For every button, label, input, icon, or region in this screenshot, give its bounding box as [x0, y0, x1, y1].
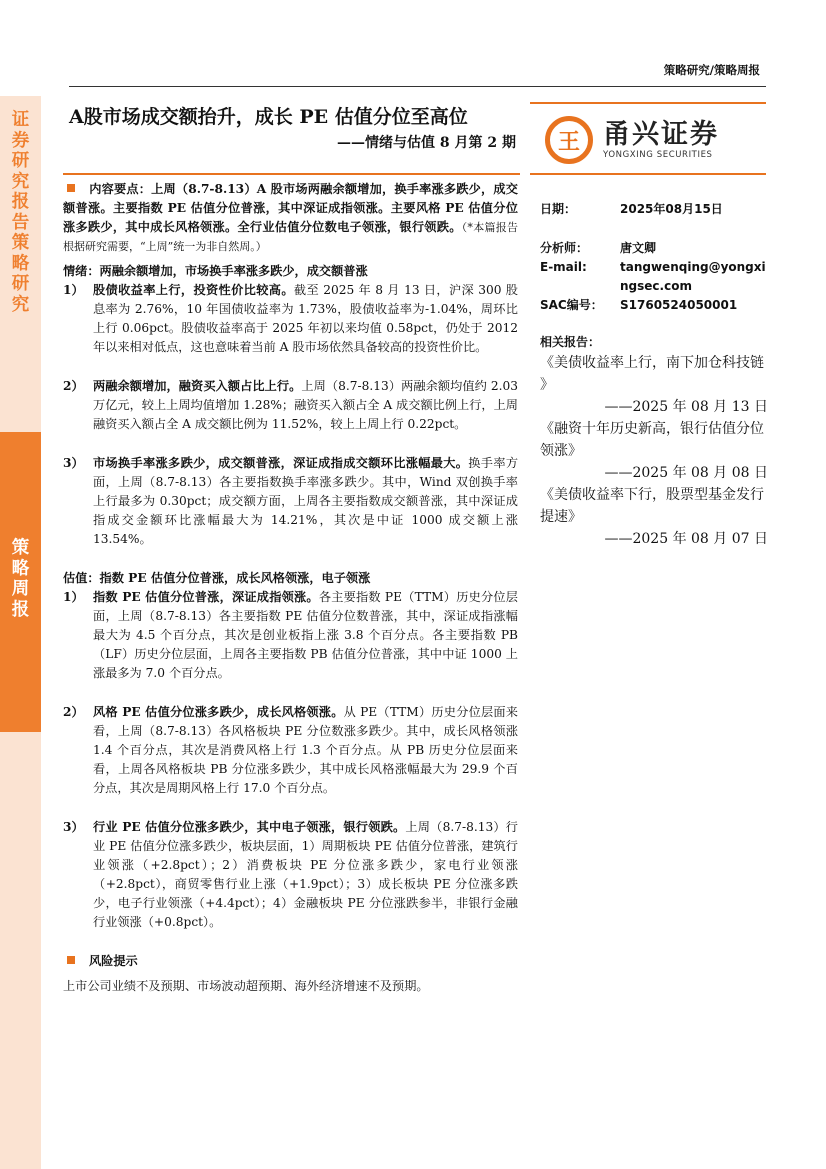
sidebar-top-band [0, 96, 41, 432]
item-bold: 指数 PE 估值分位普涨，深证成指领涨。 [93, 590, 319, 604]
item-text [93, 588, 518, 683]
related-report-date: ——2025 年 08 月 13 日 [604, 399, 768, 415]
logo-name-cn: 甬兴证券 [603, 119, 719, 150]
list-item [63, 588, 518, 683]
main-content [63, 180, 518, 996]
logo-mark-icon: 王 [545, 116, 593, 164]
item-bold: 两融余额增加，融资买入额占比上行。 [93, 379, 302, 393]
related-report-date: ——2025 年 08 月 08 日 [604, 465, 768, 481]
item-bold: 风格 PE 估值分位涨多跌少，成长风格领涨。 [93, 705, 344, 719]
related-report-title: 《融资十年历史新高，银行估值分位领涨》 [540, 421, 764, 459]
company-logo [545, 112, 767, 168]
meta-email-label: E-mail: [540, 260, 587, 274]
valuation-heading: 估值：指数 PE 估值分位普涨，成长风格领涨，电子领涨 [63, 571, 371, 585]
item-text [93, 818, 518, 932]
logo-rule-top [530, 102, 766, 104]
summary-paragraph [63, 180, 518, 256]
report-subtitle: ——情绪与估值 8 月第 2 期 [337, 135, 516, 151]
logo-rule-bottom [530, 173, 766, 175]
sidebar [0, 96, 41, 1169]
item-text [93, 454, 518, 549]
related-report-title: 《美债收益率上行，南下加仓科技链 》 [540, 355, 764, 393]
item-body: 换手率方面，上周（8.7-8.13）各主要指数换手率涨多跌少。其中，Wind 双创换手率上行最多为 0.30pct；成交额方面，上周各主要指数成交额普涨，其中深证成指成交金额环比涨幅最大为 14.21%，其次是中证 1000 成交额上涨 13.54%。 [93, 456, 519, 546]
item-text [93, 281, 518, 357]
bullet-square-icon [67, 956, 75, 964]
item-number: 1） [63, 283, 84, 297]
list-item [63, 703, 518, 798]
meta-email [540, 258, 768, 296]
related-heading: 相关报告： [540, 335, 601, 349]
item-bold: 行业 PE 估值分位涨多跌少，其中电子领涨，银行领跌。 [93, 820, 406, 834]
item-number: 3） [63, 456, 84, 470]
list-item [63, 281, 518, 357]
item-text [93, 703, 518, 798]
sidebar-mid-text: 策略周报 [11, 538, 30, 620]
risk-heading [63, 952, 518, 971]
risk-text: 上市公司业绩不及预期、市场波动超预期、海外经济增速不及预期。 [63, 979, 429, 993]
report-title: A股市场成交额抬升，成长 PE 估值分位至高位 [69, 106, 468, 128]
meta-email-value: tangwenqing@yongxingsec.com [620, 260, 766, 293]
header-category-tag: 策略研究/策略周报 [663, 63, 760, 77]
list-item [63, 454, 518, 549]
header-rule [69, 86, 766, 87]
title-rule [63, 173, 520, 175]
bullet-square-icon [67, 184, 75, 192]
item-text [93, 377, 518, 434]
item-number: 3） [63, 820, 84, 834]
logo-name-en: YONGXING SECURITIES [603, 150, 713, 160]
list-item [63, 377, 518, 434]
summary-lead: 内容要点：上周（8.7-8.13）A 股市场两融余额增加，换手率涨多跌少，成交额普涨。主要指数 PE 估值分位普涨，其中深证成指领涨。主要风格 PE 估值分位涨多跌少，其中成长风格领涨。全行业估值分位数电子领涨，银行领跌。 [63, 182, 518, 234]
item-body: 从 PE（TTM）历史分位层面来看，上周（8.7-8.13）各风格板块 PE 分位数涨多跌少。其中，成长风格领涨 1.4 个百分点，其次是消费风格上行 1.3 个百分点。从 PB 历史分位层面来看，上周各风格板块 PB 分位涨多跌少，其中成长风格涨幅最大为 29.9 个百分点，其次是周期风格上行 17.0 个百分点。 [93, 705, 518, 795]
meta-date-value: 2025年08月15日 [620, 202, 723, 216]
meta-sac-value: S1760524050001 [620, 298, 738, 312]
meta-analyst [540, 239, 768, 258]
meta-date-label: 日期： [540, 202, 577, 216]
meta-sac [540, 296, 768, 315]
related-report-title: 《美债收益率下行，股票型基金发行提速》 [540, 487, 764, 525]
summary-note: （*本篇报告根据研究需要，“上周”统一为非自然周。） [63, 221, 519, 253]
sentiment-heading: 情绪：两融余额增加，市场换手率涨多跌少，成交额普涨 [63, 264, 368, 278]
item-number: 2） [63, 379, 84, 393]
meta-date [540, 200, 768, 219]
logo-text [603, 120, 719, 160]
meta-sac-label: SAC编号： [540, 298, 603, 312]
item-body: 各主要指数 PE（TTM）历史分位层面，上周（8.7-8.13）各主要指数 PE 估值分位数普涨，其中，深证成指涨幅最大为 4.5 个百分点，其次是创业板指上涨 3.8 个百分点。各主要指数 PB（LF）历史分位层面，上周各主要指数 PB 估值分位普涨，其中中证 1000 上涨最多为 7.0 个百分点。 [93, 590, 518, 680]
sidebar-bottom-band [0, 732, 41, 1169]
list-item [63, 818, 518, 932]
sidebar-mid-band [0, 432, 41, 732]
related-report-date: ——2025 年 08 月 07 日 [604, 531, 768, 547]
item-bold: 股债收益率上行，投资性价比较高。 [93, 283, 294, 297]
report-meta [540, 200, 768, 550]
meta-analyst-label: 分析师： [540, 241, 589, 255]
item-bold: 市场换手率涨多跌少，成交额普涨，深证成指成交额环比涨幅最大。 [93, 456, 469, 470]
item-body: 上周（8.7-8.13）行业 PE 估值分位涨多跌少，板块层面，1）周期板块 PE 估值分位普涨，建筑行业领涨（+2.8pct）；2）消费板块 PE 分位涨多跌少，家电行业领涨（+2.8pct），商贸零售行业上涨（+1.9pct）；3）成长板块 PE 分位涨多跌少，电子行业领涨（+4.4pct）；4）金融板块 PE 分位涨跌参半，非银行金融行业领涨（+0.8pct）。 [93, 820, 518, 929]
item-number: 1） [63, 590, 84, 604]
item-body: 截至 2025 年 8 月 13 日，沪深 300 股息率为 2.76%，10 年国债收益率为 1.73%，股债收益率为-1.04%，周环比上行 0.06pct。股债收益率高于 2025 年初以来均值 0.58pct，仍处于 2012 年以来相对低点，这也意味着当前 A 股市场依然具备较高的投资性价比。 [93, 283, 518, 354]
sidebar-top-text: 证券研究报告 策略研究 [11, 110, 30, 315]
item-number: 2） [63, 705, 84, 719]
meta-analyst-value: 唐文卿 [620, 241, 657, 255]
risk-heading-text: 风险提示 [89, 954, 138, 968]
item-body: 上周（8.7-8.13）两融余额均值约 2.03 万亿元，较上上周均值增加 1.28%；融资买入额占全 A 成交额比例上行，上周融资买入额占全 A 成交额比例为 11.52%，较上上周上行 0.22pct。 [93, 379, 518, 431]
